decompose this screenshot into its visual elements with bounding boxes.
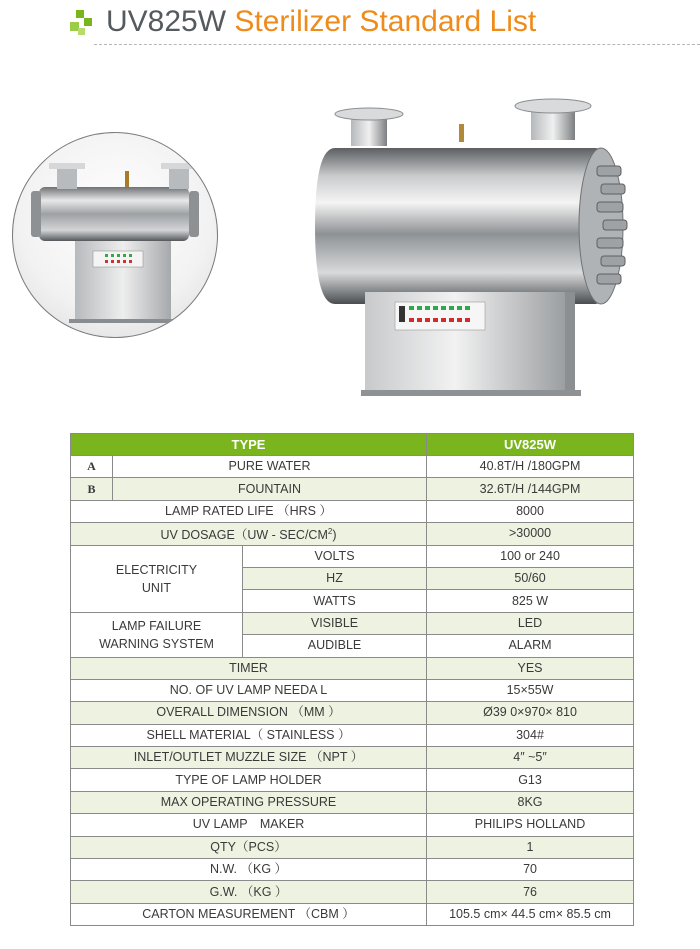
table-row (71, 478, 634, 500)
row-label: UV LAMP MAKER (71, 814, 427, 836)
row-label: WATTS (243, 590, 427, 612)
row-label: CARTON MEASUREMENT （CBM ） (71, 903, 427, 925)
table-row (71, 769, 634, 791)
row-value: 105.5 cm× 44.5 cm× 85.5 cm (427, 903, 634, 925)
row-label: INLET/OUTLET MUZZLE SIZE （NPT ） (71, 747, 427, 769)
header-type: TYPE (71, 434, 427, 456)
table-row (71, 747, 634, 769)
group-lamp-failure (71, 612, 243, 657)
product-images (0, 60, 700, 420)
row-label: HZ (243, 567, 427, 589)
group-line: UNIT (141, 580, 172, 595)
row-label: TYPE OF LAMP HOLDER (71, 769, 427, 791)
row-value: G13 (427, 769, 634, 791)
row-value: 32.6T/H /144GPM (427, 478, 634, 500)
table-row (71, 814, 634, 836)
table-row (71, 679, 634, 701)
row-label: OVERALL DIMENSION （MM ） (71, 702, 427, 724)
header-divider (94, 44, 700, 45)
row-label: N.W. （KG ） (71, 859, 427, 881)
header-model: UV825W (427, 434, 634, 456)
row-value: YES (427, 657, 634, 679)
row-label: FOUNTAIN (113, 478, 427, 500)
row-value: >30000 (427, 523, 634, 545)
uv-dosage-sup: 2 (327, 527, 333, 537)
row-value: Ø39 0×970× 810 (427, 702, 634, 724)
row-value: LED (427, 612, 634, 634)
page-title (106, 4, 536, 40)
uv-dosage-label: UV DOSAGE（UW - SEC/CM (160, 528, 328, 543)
title-rest: Sterilizer Standard List (234, 5, 537, 38)
group-line: WARNING SYSTEM (99, 636, 214, 651)
row-value: 50/60 (427, 567, 634, 589)
row-label: LAMP RATED LIFE （HRS ） (71, 500, 427, 522)
row-label: VOLTS (243, 545, 427, 567)
table-row (71, 456, 634, 478)
table-row (71, 657, 634, 679)
group-electricity (71, 545, 243, 612)
row-value: PHILIPS HOLLAND (427, 814, 634, 836)
page-header (0, 0, 700, 48)
row-letter: B (71, 478, 113, 500)
table-row (71, 724, 634, 746)
table-row (71, 859, 634, 881)
product-photo-small (12, 132, 218, 338)
table-row (71, 500, 634, 522)
row-value: 304# (427, 724, 634, 746)
row-value: 40.8T/H /180GPM (427, 456, 634, 478)
table-row (71, 702, 634, 724)
row-letter: A (71, 456, 113, 478)
row-label: PURE WATER (113, 456, 427, 478)
row-label: G.W. （KG ） (71, 881, 427, 903)
row-label: AUDIBLE (243, 635, 427, 657)
table-row (71, 545, 634, 567)
product-photo-large (305, 96, 635, 396)
title-model: UV825W (106, 5, 227, 38)
group-line: ELECTRICITY (115, 562, 198, 577)
brand-squares-icon (70, 10, 94, 38)
group-line: LAMP FAILURE (111, 618, 202, 633)
row-value: 70 (427, 859, 634, 881)
row-value: 15×55W (427, 679, 634, 701)
row-value: ALARM (427, 635, 634, 657)
row-label: QTY（PCS） (71, 836, 427, 858)
table-row (71, 612, 634, 634)
uv-dosage-close: ) (332, 528, 337, 543)
row-label: VISIBLE (243, 612, 427, 634)
row-value: 8KG (427, 791, 634, 813)
row-value: 76 (427, 881, 634, 903)
row-label (71, 523, 427, 545)
row-value: 100 or 240 (427, 545, 634, 567)
table-row (71, 523, 634, 545)
table-row (71, 903, 634, 925)
row-label: NO. OF UV LAMP NEEDA L (71, 679, 427, 701)
row-label: SHELL MATERIAL（ STAINLESS ） (71, 724, 427, 746)
row-label: TIMER (71, 657, 427, 679)
table-row (71, 791, 634, 813)
row-value: 825 W (427, 590, 634, 612)
row-label: MAX OPERATING PRESSURE (71, 791, 427, 813)
row-value: 1 (427, 836, 634, 858)
table-row (71, 836, 634, 858)
spec-table (70, 433, 634, 926)
row-value: 8000 (427, 500, 634, 522)
row-value: 4″ ~5″ (427, 747, 634, 769)
table-header-row (71, 434, 634, 456)
table-row (71, 881, 634, 903)
